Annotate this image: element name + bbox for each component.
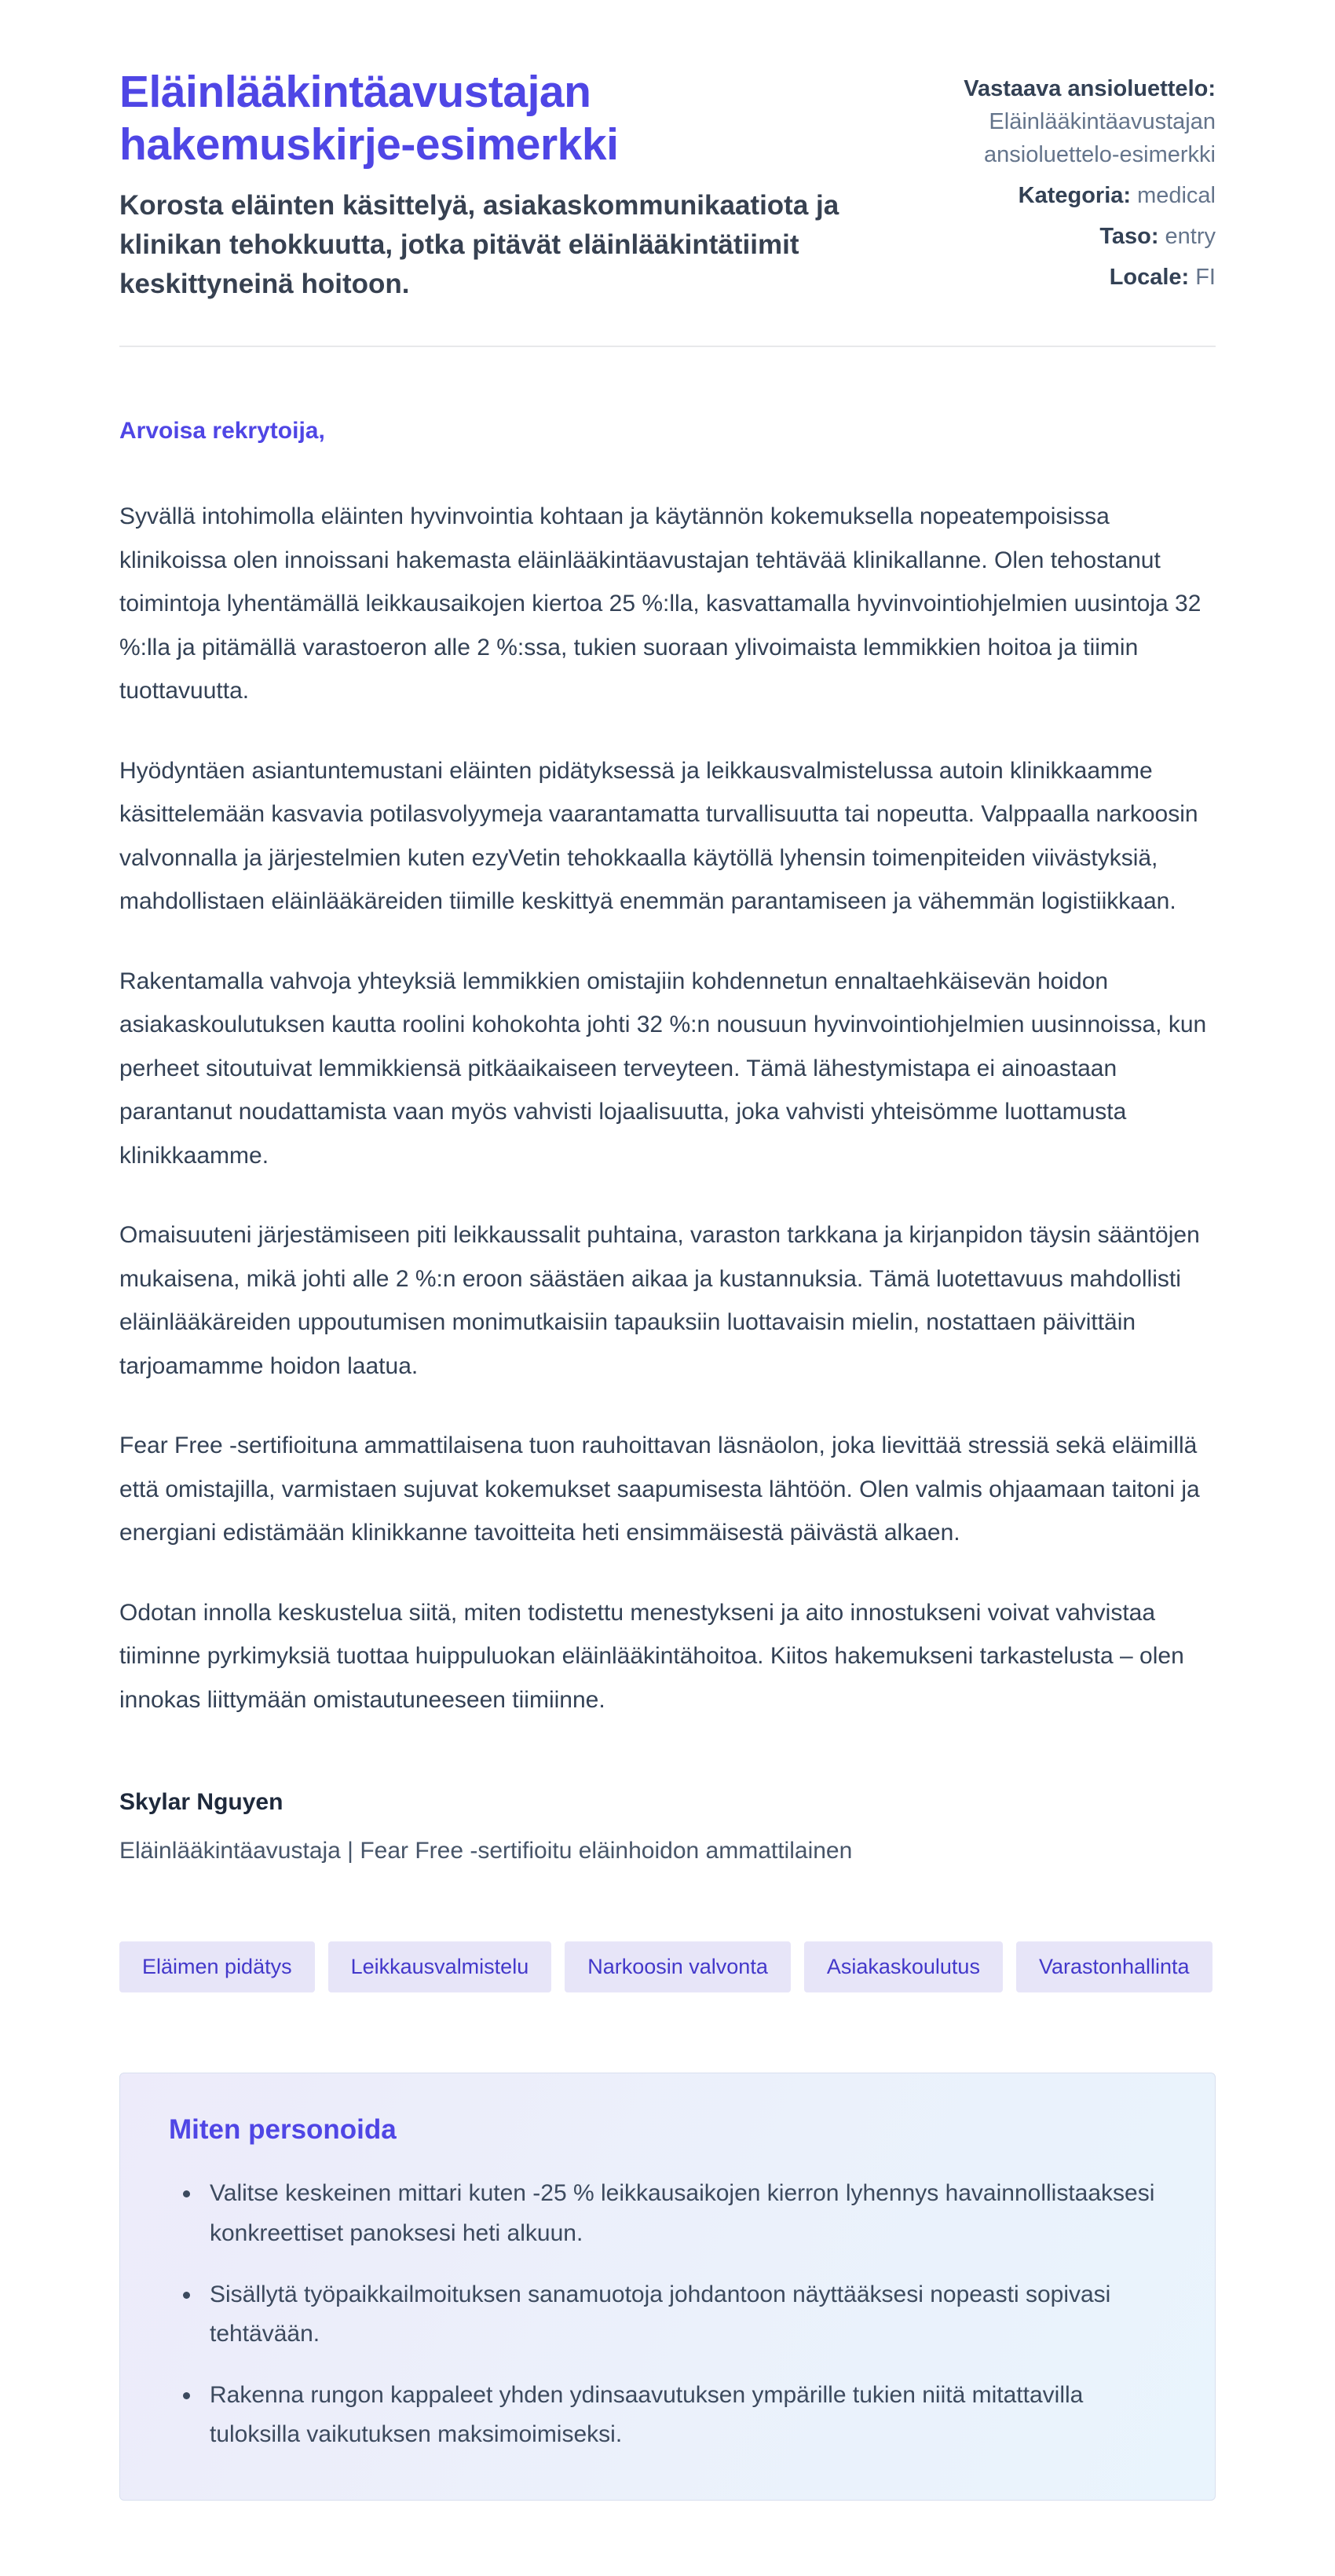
meta-category-row: [945, 179, 1216, 212]
tips-box: [119, 2073, 1216, 2501]
signature-name: Skylar Nguyen: [119, 1789, 283, 1816]
meta-locale-label: Locale:: [1109, 265, 1190, 291]
letter-paragraph-2: Hyödyntäen asiantuntemustani eläinten pidätyksessä ja leikkausvalmistelussa autoin klinikkaamme käsittelemään kasvavia potilasvolyymeja vaarantamatta turvallisuutta tai nopeutta. Valppaalla narkoosin valvonnalla ja järjestelmien kuten ezyVetin tehokkaalla käytöllä lyhensin toimenpiteiden viivästyksiä, mahdollistaen eläinlääkäreiden tiimille keskittyä enemmän parantamiseen ja vähemmän logistiikkaan.: [119, 757, 1198, 915]
letter-paragraph-1: Syvällä intohimolla eläinten hyvinvointia kohtaan ja käytännön kokemuksella nopeatempoisissa klinikoissa olen innoissani hakemasta eläinlääkintäavustajan tehtävää klinikallanne. Olen tehostanut toimintoja lyhentämällä leikkausaikojen kiertoa 25 %:lla, kasvattamalla hyvinvointiohjelmien uusintoja 32 %:lla ja pitämällä varastoeron alle 2 %:ssa, tukien suoraan ylivoimaista lemmikkien hoitoa ja tiimin tuottavuutta.: [119, 503, 1202, 704]
skill-tag-surgery-prep: Leikkausvalmistelu: [328, 1941, 552, 1992]
meta-level-value: entry: [1165, 224, 1216, 250]
tip-item-2: • Sisällytä työpaikkailmoituksen sanamuotoja johdantoon näyttääksesi nopeasti sopivasi tehtävään.: [202, 2275, 1168, 2354]
page-subtitle: Korosta eläinten käsittelyä, asiakaskommunikaatiota ja klinikan tehokkuutta, jotka pitävät eläinlääkintätiimit keskittyneinä hoitoon.: [119, 190, 839, 299]
meta-level-row: [945, 220, 1216, 253]
letter-paragraph-5: Fear Free -sertifioituna ammattilaisena tuon rauhoittavan läsnäolon, joka lievittää stressiä sekä eläimillä että omistajilla, varmistaen sujuvat kokemukset saapumisesta lähtöön. Olen valmis ohjaamaan taitoni ja energiani edistämään klinikkanne tavoitteita heti ensimmäisestä päivästä alkaen.: [119, 1433, 1200, 1546]
page-header: [119, 66, 1216, 303]
header-divider: [119, 346, 1216, 347]
skill-tag-animal-restraint: Eläimen pidätys: [119, 1941, 315, 1992]
meta-resume-label: Vastaava ansioluettelo:: [964, 76, 1216, 101]
tips-heading: Miten personoida: [169, 2114, 397, 2146]
tip-item-1: • Valitse keskeinen mittari kuten -25 % leikkausaikojen kierron lyhennys havainnollistaaksesi konkreettiset panoksesi heti alkuun.: [202, 2174, 1168, 2252]
tips-list: [169, 2174, 1168, 2454]
meta-panel: [945, 66, 1216, 294]
page-title: Eläinlääkintäavustajan hakemuskirje-esimerkki: [119, 67, 619, 170]
skill-tag-inventory-management: Varastonhallinta: [1016, 1941, 1212, 1992]
meta-locale-row: [945, 261, 1216, 294]
meta-level-label: Taso:: [1099, 224, 1159, 250]
letter-paragraph-3: Rakentamalla vahvoja yhteyksiä lemmikkien omistajiin kohdennetun ennaltaehkäisevän hoidon asiakaskoulutuksen kautta roolini kohokohta johti 32 %:n nousuun hyvinvointiohjelmien uusinnoissa, kun perheet sitoutuivat lemmikkiensä pitkäaikaiseen terveyteen. Tämä lähestymistapa ei ainoastaan parantanut noudattamista vaan myös vahvisti lojaalisuutta, joka vahvisti yhteisömme luottamusta klinikkaamme.: [119, 968, 1207, 1169]
meta-category-label: Kategoria:: [1018, 183, 1132, 209]
signature-role: Eläinlääkintäavustaja | Fear Free -sertifioitu eläinhoidon ammattilainen: [119, 1838, 853, 1864]
skill-tag-client-education: Asiakaskoulutus: [804, 1941, 1003, 1992]
letter-paragraph-6: Odotan innolla keskustelua siitä, miten todistettu menestykseni ja aito innostukseni voivat vahvistaa tiiminne pyrkimyksiä tuottaa huippuluokan eläinlääkintähoitoa. Kiitos hakemukseni tarkastelusta – olen innokas liittymään omistautuneeseen tiimiinne.: [119, 1599, 1184, 1713]
meta-locale-value: FI: [1195, 265, 1216, 291]
skill-tags: [119, 1941, 1216, 1992]
letter-greeting: Arvoisa rekrytoija,: [119, 418, 325, 445]
meta-resume-link[interactable]: Eläinlääkintäavustajan ansioluettelo-esimerkki: [984, 109, 1216, 168]
meta-category-value: medical: [1137, 183, 1216, 209]
skill-tag-anesthesia-monitoring: Narkoosin valvonta: [565, 1941, 791, 1992]
tip-item-3: • Rakenna rungon kappaleet yhden ydinsaavutuksen ympärille tukien niitä mitattavilla tuloksilla vaikutuksen maksimoimiseksi.: [202, 2376, 1168, 2454]
letter-body: [119, 418, 1216, 1864]
header-title-block: [119, 66, 877, 303]
letter-paragraph-4: Omaisuuteni järjestämiseen piti leikkaussalit puhtaina, varaston tarkkana ja kirjanpidon täysin sääntöjen mukaisena, mikä johti alle 2 %:n eroon säästäen aikaa ja kustannuksia. Tämä luotettavuus mahdollisti eläinlääkäreiden uppoutumisen monimutkaisiin tapauksiin luottavaisin mielin, nostattaen päivittäin tarjoamamme hoidon laatua.: [119, 1222, 1200, 1379]
